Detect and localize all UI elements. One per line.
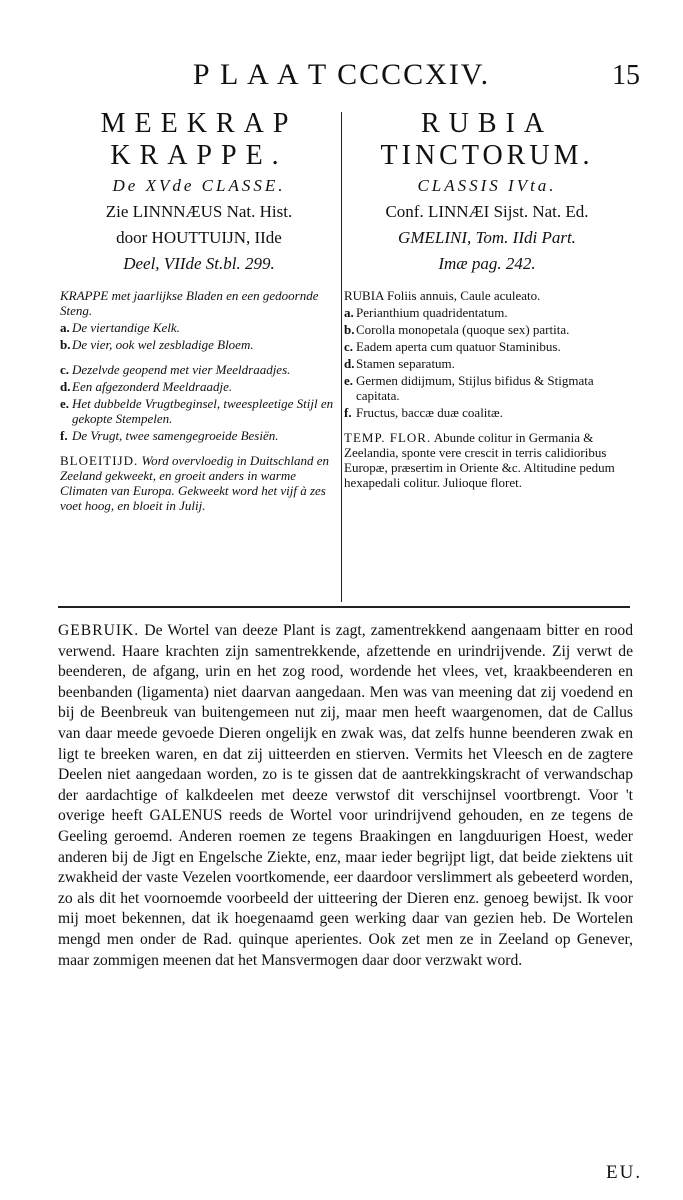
gebruik-text: De Wortel van deeze Plant is zagt, zamentrekkend aangenaam bitter en rood verwend. Haare krachten zijn samentrekkende, afzettende en urindrijvende. Zij verwt de beenderen, de afgang, urin en het zog rood, wordende het vlees, vet, kraakbeenderen en beenbanden (ligamenta) niet daarvan aangedaan. Men was van meening dat zij voedend en bij de Beenbreuk van buitengemeen nut zij, maar men heeft waargenomen, dat de Callus van daar meede gevoede Dieren ongelijk en zwak was, dat zelfs hunne beenderen zwak en ligt te breeken waren, en dat zij uitteerden en stierven. Vermits het Vleesch en de zagtere Deelen niet aangedaan worden, zo is te gissen dat de aantrekkingskracht of verwandschap der aardachtige of kalkdeelen met deeze verwstof dit verschijnsel voortbrengt. Voor 't overige heeft GALENUS reeds de Wortel voor urindrijvend gehouden, en ze tegens de Geeling geroemd. Anderen roemen ze tegens Braakingen en langduurigen Hoest, weder anderen bij de Jigt en Engelsche Ziekte, enz, maar ieder begrijpt ligt, dat beide ziektens uit zwakheid der vaste Vezelen voortkomende, eer daardoor verslimmert als gebeeterd worden, zo als dit het voornoemde voorbeeld der uitteering der Dieren enz. genoeg bewijst. Ik voor mij moet bekennen, dat ik hoegenaamd geen werking daar van gezien heb. De Wortelen mengd men onder de Rad. quinque aperientes. Ook zet men ze in Zeeland op Genever, maar zommigen meenen dat het Mansvermogen daar door verzwakt word. [58, 622, 634, 969]
column-divider [341, 112, 342, 602]
temp-flor-text: Abunde colitur in Germania & Zeelandia, sponte vere crescit in terris calidioribus Europæ, præsertim in Oriente &c. Altitudine pedum hexapedali colitur. Julioque floret. [344, 430, 615, 490]
dutch-title-2: KRAPPE. [110, 140, 288, 171]
latin-ref-1: Conf. LINNÆI Sijst. Nat. Ed. [385, 202, 589, 221]
page-number: 15 [612, 60, 640, 91]
dutch-item-c: c. Dezelvde geopend met vier Meeldraadjes. [60, 362, 291, 377]
dutch-item-b: b. De vier, ook wel zesbladige Bloem. [60, 337, 254, 352]
latin-column [344, 108, 630, 490]
dutch-intro: KRAPPE met jaarlijkse Bladen en een gedoornde Steng. [60, 288, 319, 318]
section-divider [58, 606, 630, 608]
dutch-item-e: e. Het dubbelde Vrugtbeginsel, tweespleetige Stijl en gekopte Stempelen. [60, 396, 334, 426]
latin-item-f: f. Fructus, baccæ duæ coalitæ. [344, 405, 503, 420]
dutch-ref-1: Zie LINNNÆUS Nat. Hist. [105, 202, 293, 221]
latin-intro: RUBIA Foliis annuis, Caule aculeato. [344, 288, 541, 303]
latin-item-a: a. Perianthium quadridentatum. [344, 305, 508, 320]
latin-title-1: RUBIA [420, 108, 554, 139]
latin-ref-3: Imæ pag. 242. [438, 254, 536, 273]
dutch-ref-2: door HOUTTUIJN, IIde [116, 228, 282, 247]
bloeitijd-text: Word overvloedig in Duitschland en Zeeland gekweekt, en groeit anders in warme Climaten van Europa. Gekweekt word het vijf à zes voet hoog, en bloeit in Julij. [60, 453, 330, 513]
dutch-item-a: a. De viertandige Kelk. [60, 320, 180, 335]
dutch-bloeitijd [60, 453, 338, 513]
dutch-item-d: d. Een afgezonderd Meeldraadje. [60, 379, 233, 394]
latin-item-e: e. Germen didijmum, Stijlus bifidus & Stigmata capitata. [344, 373, 594, 403]
latin-title-2: TINCTORUM. [380, 140, 594, 171]
latin-classis: CLASSIS IVta. [417, 176, 557, 195]
latin-item-b: b. Corolla monopetala (quoque sex) partita. [344, 322, 570, 337]
catchword: EU. [606, 1162, 643, 1183]
latin-ref-2: GMELINI, Tom. IIdi Part. [398, 228, 576, 247]
latin-items [344, 305, 630, 420]
temp-flor-label: TEMP. FLOR. [344, 430, 432, 445]
gebruik-paragraph [58, 621, 633, 971]
dutch-items [60, 320, 338, 443]
latin-item-c: c. Eadem aperta cum quatuor Staminibus. [344, 339, 561, 354]
plate-header: P L A A T CCCCXIV. [192, 58, 491, 91]
dutch-column [60, 108, 338, 513]
dutch-classe: De XVde CLASSE. [112, 176, 286, 195]
dutch-ref-3: Deel, VIIde St.bl. 299. [123, 254, 275, 273]
dutch-item-f: f. De Vrugt, twee samengegroeide Besiën. [60, 428, 279, 443]
latin-item-d: d. Stamen separatum. [344, 356, 455, 371]
dutch-title-1: MEEKRAP [100, 108, 298, 139]
latin-temp-flor [344, 430, 630, 490]
bloeitijd-label: BLOEITIJD. [60, 453, 139, 468]
gebruik-label: GEBRUIK. [58, 622, 140, 639]
